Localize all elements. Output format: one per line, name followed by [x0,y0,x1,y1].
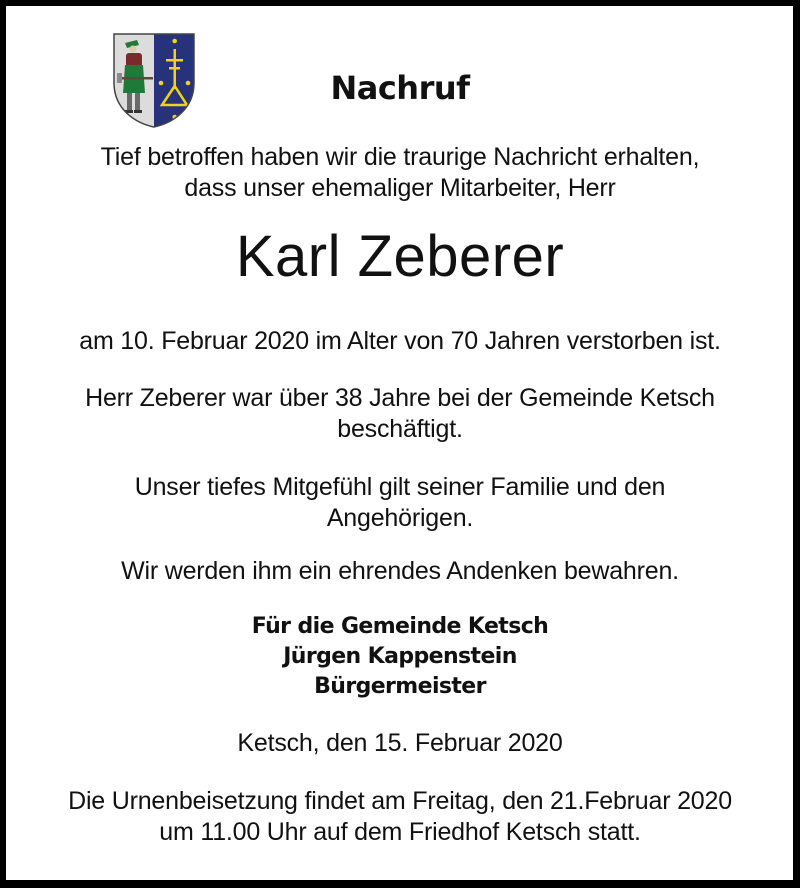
burial-info [0,786,800,848]
paragraph-line: Angehörigen. [326,504,474,532]
employment-paragraph [0,383,800,445]
signature-organization: Für die Gemeinde Ketsch [251,614,549,639]
deceased-name: Karl Zeberer [235,224,565,289]
intro-line: Tief betroffen haben wir die traurige Nachricht erhalten, [100,143,700,171]
intro-line: dass unser ehemaliger Mitarbeiter, Herr [184,174,616,202]
signature-title: Bürgermeister [314,674,486,699]
burial-line: um 11.00 Uhr auf dem Friedhof Ketsch statt. [159,818,641,846]
paragraph-line: am 10. Februar 2020 im Alter von 70 Jahren verstorben ist. [79,327,721,355]
remembrance-paragraph [0,556,800,587]
paragraph-line: beschäftigt. [337,415,463,443]
intro-text [0,142,800,204]
place-date: Ketsch, den 15. Februar 2020 [237,729,563,757]
signature-name: Jürgen Kappenstein [283,644,517,669]
paragraph-line: Unser tiefes Mitgefühl gilt seiner Familie und den [134,473,666,501]
page-title: Nachruf [330,69,470,107]
condolence-paragraph [0,472,800,534]
paragraph-line: Herr Zeberer war über 38 Jahre bei der Gemeinde Ketsch [85,384,715,412]
signature-block [0,612,800,702]
burial-line: Die Urnenbeisetzung findet am Freitag, den 21.Februar 2020 [68,787,732,815]
death-date-paragraph [0,326,800,357]
paragraph-line: Wir werden ihm ein ehrendes Andenken bewahren. [121,557,679,585]
